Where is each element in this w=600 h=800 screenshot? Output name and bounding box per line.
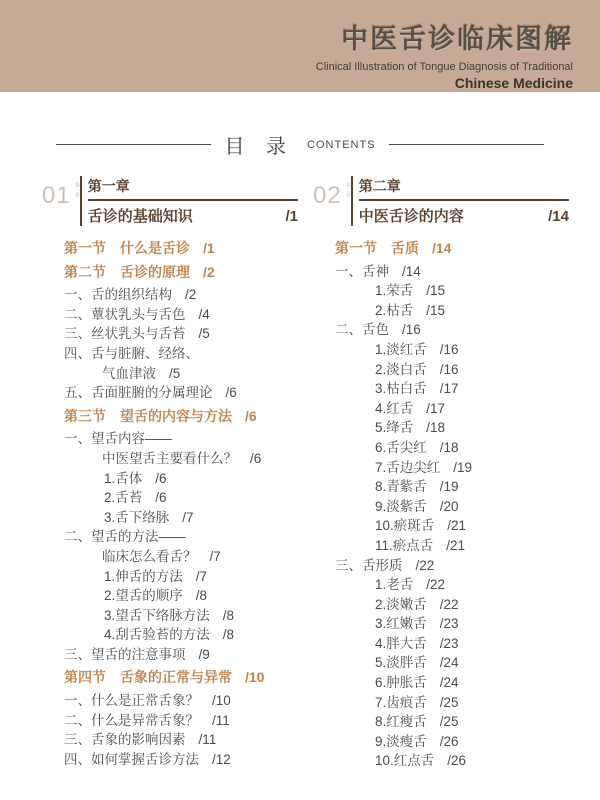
toc-entry xyxy=(42,645,298,665)
toc-entry-text: 9.淡紫舌 xyxy=(375,498,427,514)
toc-entry xyxy=(313,379,569,399)
toc-entry-text: 第三节 望舌的内容与方法 xyxy=(64,407,232,424)
toc-entry-text: 三、舌形质 xyxy=(335,557,403,573)
toc-entry xyxy=(313,281,569,301)
contents-title-english: CONTENTS xyxy=(307,138,376,151)
toc-entry xyxy=(313,340,569,360)
toc-entry xyxy=(42,449,298,469)
chapter1-page: /1 xyxy=(285,208,298,225)
toc-entry xyxy=(42,730,298,750)
toc-entry-text: 8.红瘦舌 xyxy=(375,714,427,730)
toc-entry-page: /1 xyxy=(203,240,215,256)
toc-entry xyxy=(42,429,298,449)
toc-entry xyxy=(42,488,298,508)
toc-entry-page: /7 xyxy=(195,568,208,584)
toc-entry xyxy=(42,383,298,403)
toc-entry xyxy=(42,364,298,384)
toc-entry-text: 5.绛舌 xyxy=(375,420,414,436)
toc-entry xyxy=(313,556,569,576)
toc-entry xyxy=(313,732,569,752)
chapter1-title-box xyxy=(80,176,298,226)
toc-entry-text: 三、望舌的注意事项 xyxy=(64,646,186,662)
toc-entry-text: 临床怎么看舌？ xyxy=(102,548,197,564)
toc-entry xyxy=(42,625,298,645)
toc-entry xyxy=(313,301,569,321)
toc-entry xyxy=(42,469,298,489)
toc-entry-text: 第一节 舌质 xyxy=(335,240,419,256)
toc-entry-text: 9.淡瘦舌 xyxy=(375,733,427,749)
toc-entry-text: 一、什么是正常舌象？ xyxy=(64,693,199,709)
toc-entry-page: /24 xyxy=(439,655,459,671)
toc-entry xyxy=(313,360,569,380)
toc-entry-text: 3.望舌下络脉方法 xyxy=(104,607,210,623)
toc-entry-page: /19 xyxy=(453,459,473,475)
chapter2-page: /14 xyxy=(548,208,569,225)
toc-entry-text: 2.舌苔 xyxy=(104,490,143,506)
toc-entry xyxy=(42,750,298,770)
toc-entry-page: /8 xyxy=(222,607,235,623)
toc-entry-text: 7.舌边尖红 xyxy=(375,459,441,475)
toc-entry-page: /2 xyxy=(203,263,215,280)
toc-entry-page: /14 xyxy=(402,263,421,279)
toc-entry xyxy=(42,527,298,547)
chapter2-header xyxy=(313,176,569,226)
toc-entry-text: 四、如何掌握舌诊方法 xyxy=(64,751,199,767)
toc-entry-text: 三、舌象的影响因素 xyxy=(64,732,186,748)
chapter2-label: 第二章 xyxy=(359,176,569,201)
toc-entry-text: 1.舌体 xyxy=(104,470,143,486)
book-title-english-line1: Clinical Illustration of Tongue Diagnosis of Traditional xyxy=(315,61,573,73)
toc-entry xyxy=(42,586,298,606)
chapter1-header xyxy=(42,176,298,226)
toc-entry-page: /16 xyxy=(402,322,421,338)
toc-entry-page: /6 xyxy=(155,490,167,506)
toc-entry-page: /26 xyxy=(439,733,459,749)
toc-entry-page: /18 xyxy=(426,420,446,436)
toc-entry-text: 10.瘀斑舌 xyxy=(375,518,435,534)
toc-entry-text: 5.淡胖舌 xyxy=(375,655,427,671)
toc-entry-page: /12 xyxy=(212,751,231,767)
toc-entry-text: 二、什么是异常舌象？ xyxy=(64,712,199,728)
toc-entry xyxy=(313,320,569,340)
header-text-block xyxy=(316,17,573,91)
toc-entry xyxy=(42,691,298,711)
toc-entry xyxy=(42,711,298,731)
header-band xyxy=(0,0,600,92)
toc-entry xyxy=(313,575,569,595)
toc-column-chapter2 xyxy=(313,176,569,771)
toc-entry xyxy=(313,614,569,634)
toc-entry-text: 四、舌与脏腑、经络、 xyxy=(64,345,199,361)
toc-entry-page: /8 xyxy=(222,627,235,643)
toc-entry xyxy=(42,239,298,259)
toc-entry xyxy=(313,399,569,419)
toc-entry-text: 8.青紫舌 xyxy=(375,479,427,495)
toc-entry-page: /11 xyxy=(198,732,217,748)
toc-entry xyxy=(313,239,569,259)
toc-entry-page: /16 xyxy=(439,341,459,357)
chapter1-side-text: 第一章 xyxy=(73,182,80,197)
toc-entry-page: /7 xyxy=(182,509,194,525)
toc-entry-page: /23 xyxy=(439,616,459,632)
toc-entry xyxy=(313,751,569,771)
toc-entry-page: /17 xyxy=(426,400,446,416)
toc-entry-text: 2.望舌的顺序 xyxy=(104,588,183,604)
toc-entry-text: 4.胖大舌 xyxy=(375,635,427,651)
toc-entry-page: /20 xyxy=(439,498,459,514)
toc-entry-text: 3.舌下络脉 xyxy=(104,509,170,525)
toc-entry-page: /16 xyxy=(439,361,459,377)
toc-entry-page: /15 xyxy=(426,283,446,299)
toc-entry-page: /25 xyxy=(439,694,459,710)
toc-entry-page: /6 xyxy=(250,450,262,466)
toc-entry-text: 中医望舌主要看什么？ xyxy=(102,450,237,466)
toc-entry-text: 一、舌的组织结构 xyxy=(64,287,172,303)
toc-entry-page: /5 xyxy=(169,365,181,381)
toc-entry-text: 二、舌色 xyxy=(335,322,389,338)
contents-title-chinese: 目 录 xyxy=(224,136,295,158)
chapter1-entries xyxy=(42,239,298,769)
toc-entry-text: 第一节 什么是舌诊 xyxy=(64,240,190,256)
toc-entry xyxy=(313,477,569,497)
toc-entry-page: /21 xyxy=(446,537,466,553)
toc-entry xyxy=(313,634,569,654)
toc-entry xyxy=(42,567,298,587)
toc-entry-text: 6.肿胀舌 xyxy=(375,675,427,691)
toc-entry xyxy=(42,285,298,305)
toc-entry-text: 6.舌尖红 xyxy=(375,439,427,455)
toc-entry-text: 2.枯舌 xyxy=(375,302,414,318)
toc-entry-page: /19 xyxy=(439,479,459,495)
toc-entry-text: 3.红嫩舌 xyxy=(375,616,427,632)
toc-entry xyxy=(313,673,569,693)
toc-entry xyxy=(313,516,569,536)
toc-entry-page: /22 xyxy=(426,577,446,593)
toc-entry-page: /26 xyxy=(447,753,467,769)
toc-entry xyxy=(313,262,569,282)
toc-entry xyxy=(313,458,569,478)
chapter2-side-text: 第二章 xyxy=(344,182,351,197)
toc-entry-text: 11.瘀点舌 xyxy=(375,537,434,553)
chapter2-title: 中医舌诊的内容 xyxy=(358,208,464,225)
toc-entry xyxy=(42,407,298,427)
toc-entry-text: 一、舌神 xyxy=(335,263,389,279)
toc-entry xyxy=(313,712,569,732)
chapter2-title-box xyxy=(351,176,569,226)
chapter1-label: 第一章 xyxy=(88,176,298,201)
toc-entry-page: /17 xyxy=(439,381,459,397)
toc-entry-page: /23 xyxy=(439,635,459,651)
toc-entry xyxy=(42,668,298,688)
contents-heading xyxy=(56,130,544,159)
chapter1-number: 01 xyxy=(42,182,71,209)
toc-entry-text: 1.伸舌的方法 xyxy=(104,568,183,584)
toc-entry xyxy=(313,595,569,615)
toc-entry-page: /14 xyxy=(432,240,452,256)
toc-entry-text: 二、望舌的方法—— xyxy=(64,529,186,545)
toc-entry-text: 第二节 舌诊的原理 xyxy=(64,263,190,280)
toc-entry xyxy=(42,547,298,567)
toc-entry-page: /9 xyxy=(198,646,210,662)
toc-entry-text: 三、丝状乳头与舌苔 xyxy=(64,326,186,342)
toc-entry-page: /18 xyxy=(439,439,459,455)
toc-entry-text: 3.枯白舌 xyxy=(375,381,427,397)
heading-rule-right xyxy=(389,144,544,145)
toc-entry xyxy=(42,305,298,325)
toc-entry xyxy=(313,653,569,673)
toc-entry-page: /22 xyxy=(439,596,459,612)
toc-entry-text: 10.红点舌 xyxy=(375,753,435,769)
toc-entry xyxy=(313,418,569,438)
toc-entry xyxy=(42,606,298,626)
chapter2-number: 02 xyxy=(313,182,342,209)
toc-entry-page: /6 xyxy=(245,407,257,424)
toc-entry-page: /10 xyxy=(212,693,231,709)
toc-entry-text: 1.淡红舌 xyxy=(375,341,427,357)
toc-entry-text: 1.荣舌 xyxy=(375,283,414,299)
toc-entry-page: /25 xyxy=(439,714,459,730)
toc-entry-page: /6 xyxy=(225,385,237,401)
chapter2-entries xyxy=(313,239,569,771)
toc-entry xyxy=(42,263,298,283)
toc-entry xyxy=(42,344,298,364)
toc-entry-text: 2.淡白舌 xyxy=(375,361,427,377)
toc-entry-page: /5 xyxy=(198,326,210,342)
toc-entry-text: 二、蕈状乳头与舌色 xyxy=(64,306,186,322)
toc-entry-text: 2.淡嫩舌 xyxy=(375,596,427,612)
toc-entry-page: /2 xyxy=(185,287,197,303)
toc-entry-page: /22 xyxy=(415,557,435,573)
toc-entry-text: 4.红舌 xyxy=(375,400,414,416)
chapter1-title: 舌诊的基础知识 xyxy=(87,208,193,225)
toc-entry xyxy=(313,497,569,517)
toc-entry-text: 1.老舌 xyxy=(375,577,414,593)
toc-entry-text: 4.刮舌验苔的方法 xyxy=(104,627,210,643)
toc-entry-page: /8 xyxy=(195,588,208,604)
toc-entry-page: /24 xyxy=(439,675,459,691)
toc-column-chapter1 xyxy=(42,176,298,769)
toc-entry-text: 一、望舌内容—— xyxy=(64,431,172,447)
toc-entry-page: /15 xyxy=(426,302,446,318)
book-title-chinese: 中医舌诊临床图解 xyxy=(341,24,573,54)
toc-entry-text: 气血津液 xyxy=(102,365,156,381)
toc-entry-page: /10 xyxy=(245,669,265,686)
toc-entry xyxy=(313,536,569,556)
toc-entry xyxy=(313,438,569,458)
toc-entry-text: 五、舌面脏腑的分属理论 xyxy=(64,385,213,401)
toc-entry-page: /11 xyxy=(212,712,230,728)
toc-entry-page: /21 xyxy=(447,518,467,534)
toc-entry-page: /4 xyxy=(198,306,210,322)
toc-entry xyxy=(42,508,298,528)
book-title-english-line2: Chinese Medicine xyxy=(454,75,573,91)
toc-entry xyxy=(313,693,569,713)
toc-entry-page: /7 xyxy=(209,548,221,564)
toc-entry-text: 第四节 舌象的正常与异常 xyxy=(64,669,232,686)
toc-entry-page: /6 xyxy=(155,470,167,486)
toc-entry xyxy=(42,324,298,344)
heading-rule-left xyxy=(56,144,211,145)
toc-entry-text: 7.齿痕舌 xyxy=(375,694,427,710)
